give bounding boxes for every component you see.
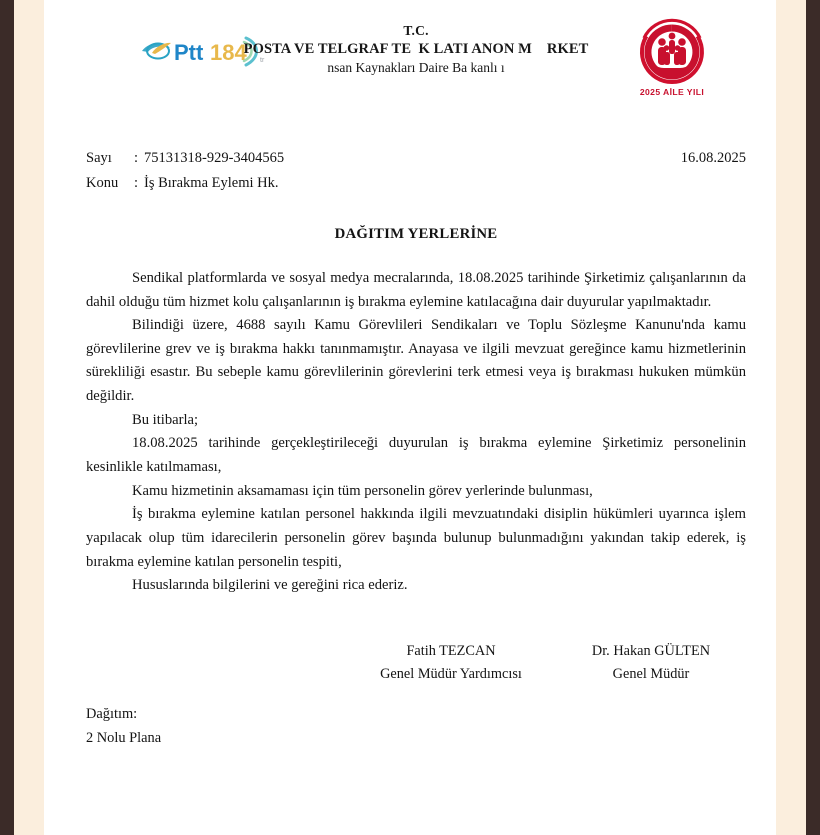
document-page: [44, 0, 776, 835]
konu-label: Konu: [86, 174, 119, 191]
signature-role: Genel Müdür: [612, 665, 690, 682]
body-paragraph: Bilindiği üzere, 4688 sayılı Kamu Görevlileri Sendikaları ve Toplu Sözleşme Kanunu'nda kamu görevlilerine grev ve iş bırakma hakkı tanınmamıştır. Anayasa ve ilgili mevzuat gereğince kamu hizmetlerinin sürekliliği esastır. Bu sebeple kamu görevlilerinin görevlerini terk etmesi veya iş bırakması hukuken mümkün değildir.: [86, 317, 746, 405]
viewer-right-dark-gutter: [806, 0, 820, 835]
signature-name: Fatih TEZCAN: [406, 642, 496, 659]
sayi-colon: :: [134, 150, 139, 166]
body-paragraph: 18.08.2025 tarihinde gerçekleştirileceği duyurulan iş bırakma eylemine Şirketimiz personelinin kesinlikle katılmaması,: [86, 435, 746, 475]
body-paragraph: Sendikal platformlarda ve sosyal medya mecralarında, 18.08.2025 tarihinde Şirketimiz çalışanlarının da dahil olduğu tüm hizmet kolu çalışanlarının iş bırakma eylemine katılacağına dair duyurular yapılmaktadır.: [86, 269, 746, 310]
organization-name: POSTA VE TELGRAF TE K LATI ANON M RKET: [243, 40, 589, 57]
signature-block: [86, 640, 746, 686]
sayi-value: 75131318-929-3404565: [144, 150, 285, 166]
body-paragraph: Kamu hizmetinin aksamaması için tüm personelin görev yerlerinde bulunması,: [132, 482, 593, 499]
svg-text:184: 184: [210, 40, 247, 65]
organization-header: [236, 22, 596, 77]
organization-tc: T.C.: [403, 23, 429, 38]
document-body: [86, 267, 746, 598]
sayi-label: Sayı: [86, 150, 112, 166]
document-sheet: [44, 0, 776, 835]
2025-aile-yili-emblem: [624, 18, 720, 104]
body-paragraph: İş bırakma eylemine katılan personel hakkında ilgili mevzuatındaki disiplin hükümleri uyarınca işlem yapılacak olup tüm idarecilerin personelin görev başında bulunup bulunmadığını yakından takip ederek, iş bırakma eylemine katılan personelin tespiti,: [86, 506, 746, 570]
konu-value: İş Bırakma Eylemi Hk.: [144, 174, 279, 191]
organization-unit: nsan Kaynakları Daire Ba kanlı ı: [327, 59, 505, 75]
letterhead: [86, 14, 746, 108]
distribution-block: [86, 702, 746, 752]
signature-role: Genel Müdür Yardımcısı: [380, 665, 522, 682]
body-paragraph: Bu itibarla;: [132, 411, 199, 428]
reference-block: [86, 146, 746, 196]
body-paragraph: Hususlarında bilgilerini ve gereğini rica ederiz.: [132, 577, 408, 594]
document-date: 16.08.2025: [680, 150, 746, 166]
signature-left: [346, 640, 556, 686]
sayi-row: [86, 146, 746, 171]
emblem-caption: 2025 AİLE YILI: [639, 87, 705, 97]
document-title: DAĞITIM YERLERİNE: [334, 225, 498, 242]
signature-right: [556, 640, 746, 686]
viewer-left-dark-gutter: [0, 0, 14, 835]
family-year-emblem-icon: [632, 18, 712, 86]
distribution-item: 2 Nolu Plana: [86, 730, 162, 747]
distribution-label: Dağıtım:: [86, 705, 138, 722]
konu-row: [86, 171, 746, 196]
viewer-right-cream-gutter: [776, 0, 806, 835]
svg-text:tr: tr: [260, 57, 265, 64]
viewer-left-cream-gutter: [14, 0, 44, 835]
signature-name: Dr. Hakan GÜLTEN: [591, 642, 711, 659]
svg-text:Ptt: Ptt: [174, 40, 204, 65]
konu-colon: :: [134, 174, 139, 191]
